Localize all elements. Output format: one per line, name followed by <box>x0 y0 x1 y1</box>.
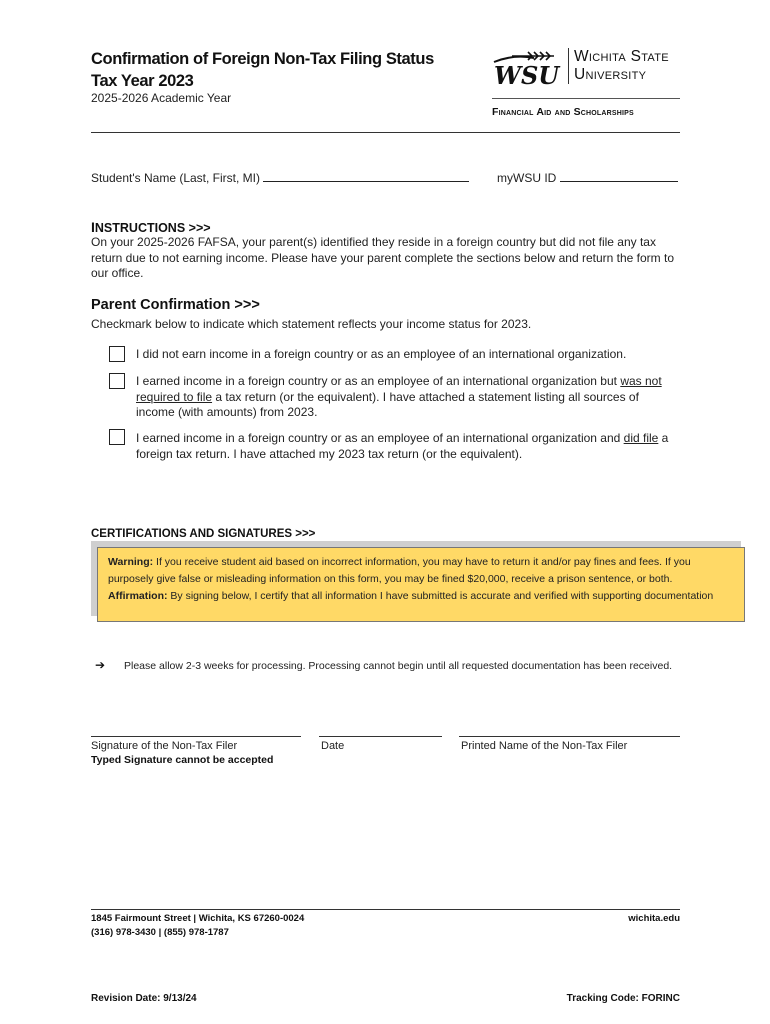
academic-year: 2025-2026 Academic Year <box>91 91 232 105</box>
student-name-label: Student's Name (Last, First, MI) <box>91 171 261 185</box>
title-line-2: Tax Year 2023 <box>91 72 194 90</box>
form-title <box>91 48 434 92</box>
option2-text: I earned income in a foreign country or as an employee of an international organization but was not required to file a tax return (or the equivalent). I have attached a statement listing all sources of income (with amounts) from 2023. <box>136 374 662 419</box>
affirmation-statement: Affirmation: By signing below, I certify that all information I have submitted is accurate and verified with supporting documentation <box>108 590 714 602</box>
wheat-shocker-icon <box>492 46 568 90</box>
printed-name-label: Printed Name of the Non-Tax Filer <box>461 740 628 752</box>
option2-checkbox[interactable] <box>109 373 125 389</box>
header-divider <box>91 132 680 133</box>
mywsu-id-input[interactable] <box>560 171 678 182</box>
student-name-input[interactable] <box>263 171 469 182</box>
arrow-icon: ➔ <box>95 658 106 672</box>
printed-name-input[interactable] <box>459 736 680 737</box>
date-input[interactable] <box>319 736 442 737</box>
title-line-1: Confirmation of Foreign Non-Tax Filing Status <box>91 50 434 68</box>
logo-line-1: Wichita State <box>574 48 669 65</box>
footer-divider <box>91 909 680 910</box>
signature-label: Signature of the Non-Tax Filer <box>91 740 238 752</box>
typed-signature-warning: Typed Signature cannot be accepted <box>91 754 274 766</box>
footer-address: 1845 Fairmount Street | Wichita, KS 67260-0024 <box>91 913 305 924</box>
processing-note: Please allow 2-3 weeks for processing. Processing cannot begin until all requested documentation has been received. <box>124 660 673 672</box>
parent-confirmation-heading: Parent Confirmation >>> <box>91 297 260 313</box>
footer-contact <box>91 912 304 939</box>
mywsu-id-label: myWSU ID <box>497 171 557 185</box>
signature-input[interactable] <box>91 736 301 737</box>
option1-text: I did not earn income in a foreign country or as an employee of an international organization. <box>136 347 627 361</box>
option1-checkbox[interactable] <box>109 346 125 362</box>
footer-phones: (316) 978-3430 | (855) 978-1787 <box>91 926 229 938</box>
warning-box <box>97 547 745 622</box>
logo-divider <box>568 48 569 84</box>
logo-rule <box>492 98 680 99</box>
tracking-code: Tracking Code: FORINC <box>566 993 680 1004</box>
student-name-field <box>91 171 469 185</box>
department-name: Financial Aid and Scholarships <box>492 106 634 118</box>
option3-text: I earned income in a foreign country or as an employee of an international organization and did file a foreign tax return. I have attached my 2023 tax return (or the equivalent). <box>136 431 669 461</box>
mywsu-id-field <box>497 171 678 185</box>
revision-date: Revision Date: 9/13/24 <box>91 993 197 1004</box>
option3-checkbox[interactable] <box>109 429 125 445</box>
parent-confirmation-subtext: Checkmark below to indicate which statement reflects your income status for 2023. <box>91 317 532 331</box>
logo-wordmark <box>574 48 669 84</box>
logo-abbrev: WSU <box>494 61 560 90</box>
instructions-heading: INSTRUCTIONS >>> <box>91 219 211 235</box>
logo-line-2: University <box>574 66 647 83</box>
certifications-heading: CERTIFICATIONS AND SIGNATURES >>> <box>91 528 316 540</box>
warning-statement: Warning: If you receive student aid based on incorrect information, you may have to return it and/or pay fines and fees. If you purposely give false or misleading information on this form, you may be fined $20,000, receive a prison sentence, or both. <box>108 556 691 585</box>
footer-website[interactable]: wichita.edu <box>628 913 680 924</box>
date-label: Date <box>321 740 345 752</box>
instructions-body: On your 2025-2026 FAFSA, your parent(s) identified they reside in a foreign country but did not file any tax return due to not earning income. Please have your parent complete the sections below and return the form to our office. <box>91 235 675 280</box>
